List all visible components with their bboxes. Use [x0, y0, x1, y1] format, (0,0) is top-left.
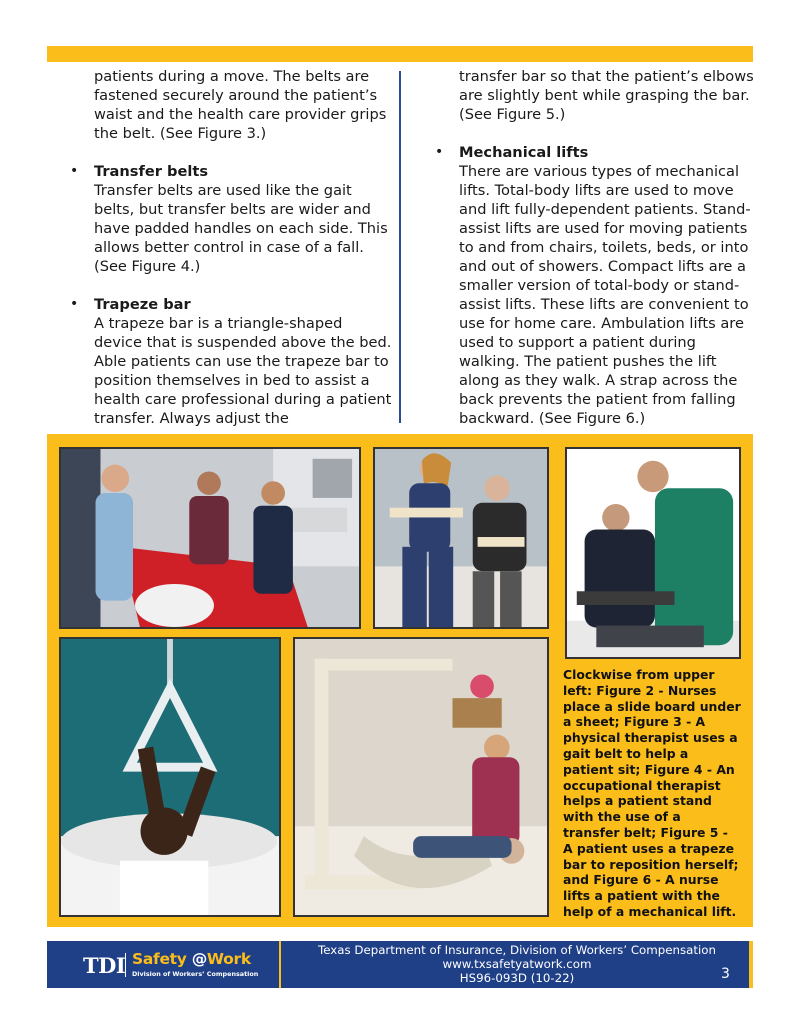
caption-fig5-label: Figure 5 [660, 824, 719, 840]
caption-fig3-label: Figure 3 [623, 714, 682, 730]
figure-3-photo [373, 447, 549, 629]
footer-bar [47, 941, 753, 988]
left-intro-paragraph: patients during a move. The belts are fastened securely around the patient’s waist and the health care provider grips the belt. (See Figure 3.) [94, 68, 387, 142]
bullet-trapeze-bar [70, 295, 394, 428]
logo-subtitle: Division of Workers’ Compensation [132, 970, 259, 978]
caption-fig6-text: - A nurse lifts a patient with the help of a mechanical lift. [563, 872, 737, 919]
logo-tdi-text: TDI [83, 953, 126, 978]
figure-2-photo [59, 447, 361, 629]
footer-right-edge [749, 941, 753, 988]
footer-doc-id: HS96-093D (10-22) [459, 971, 575, 985]
logo-separator [125, 953, 126, 977]
page-number: 3 [721, 966, 730, 982]
caption-fig2-text: Nurses place a slide board under a sheet; [563, 682, 741, 730]
bullet-icon: • [435, 144, 444, 160]
bullet-title: Mechanical lifts [459, 144, 589, 161]
caption-lead: Clockwise from upper left: [563, 667, 715, 698]
caption-fig2-label: Figure 2 - [596, 682, 664, 698]
right-intro-paragraph: transfer bar so that the patient’s elbows are slightly bent while grasping the bar. (See Figure 5.) [459, 68, 754, 123]
column-divider [399, 71, 401, 423]
caption-fig5-text: - A patient uses a trapeze bar to reposition herself; and [563, 824, 739, 888]
footer-text [281, 943, 753, 985]
footer-org: Texas Department of Insurance, Division of Workers’ Compensation [318, 943, 716, 957]
left-column [70, 67, 394, 428]
footer-url[interactable]: www.txsafetyatwork.com [442, 957, 592, 971]
at-icon: @ [191, 950, 207, 968]
top-accent-bar [47, 46, 753, 62]
bullet-body: There are various types of mechanical lifts. Total-body lifts are used to move and lift fully-dependent patients. Stand-assist lifts are used for moving patients to and from chairs, toilets, beds, or into and out of showers. Compact lifts are a smaller version of total-body or stand-assist lifts. These lifts are convenient to use for home care. Ambulation lifts are used to support a patient during walking. The patient pushes the lift along as they walk. A strap across the back prevents the patient from falling backward. (See Figure 6.) [459, 163, 751, 427]
bullet-body: A trapeze bar is a triangle-shaped device that is suspended above the bed. Able patients can use the trapeze bar to position themselves in bed to assist a health care professional during a patient transfer. Always adjust the [94, 315, 392, 427]
bullet-icon: • [70, 163, 79, 179]
bullet-title: Trapeze bar [94, 296, 191, 313]
bullet-mechanical-lifts [435, 143, 755, 428]
bullet-transfer-belts [70, 162, 394, 276]
bullet-title: Transfer belts [94, 163, 209, 180]
caption-fig3-text: - A physical therapist uses a gait belt to help a patient sit; [563, 714, 738, 777]
figure-caption [563, 667, 741, 920]
figure-4-photo [565, 447, 741, 659]
figure-5-photo [59, 637, 281, 917]
caption-fig6-label: Figure 6 [593, 872, 652, 888]
bullet-icon: • [70, 296, 79, 312]
figure-6-photo [293, 637, 549, 917]
caption-fig4-label: Figure 4 - [644, 761, 713, 777]
tdi-safety-at-work-logo [83, 951, 273, 981]
logo-safety-at-work: Safety @Work [132, 950, 251, 968]
bullet-body: Transfer belts are used like the gait belts, but transfer belts are wider and have padded handles on each side. This allows better control in case of a fall. (See Figure 4.) [94, 182, 388, 275]
right-column [435, 67, 755, 428]
caption-fig4-text: An occupational therapist helps a patient stand with the use of a transfer belt; [563, 761, 735, 840]
